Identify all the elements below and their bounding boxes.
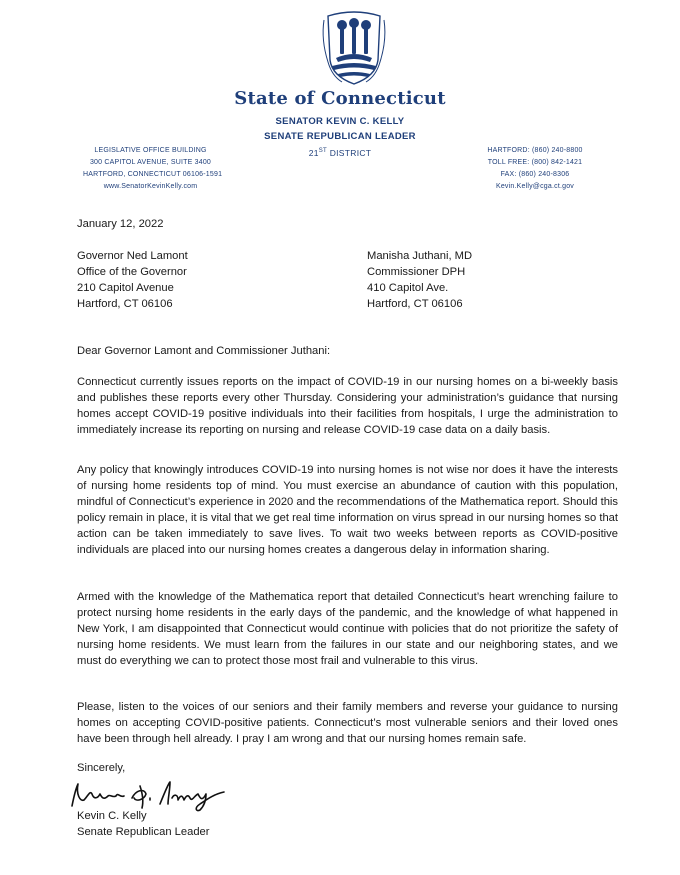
address-line: LEGISLATIVE OFFICE BUILDING xyxy=(94,147,207,154)
recipient-line: Office of the Governor xyxy=(77,266,187,278)
signer-name: Kevin C. Kelly xyxy=(77,810,147,822)
district-number: 21 xyxy=(308,148,319,158)
district-suffix: ST xyxy=(318,148,328,155)
body-paragraph: Please, listen to the voices of our seniors and their family members and reverse your guidance to nursing homes on accepting COVID-positive patients. Connecticut’s most vulnerable seniors and their loved ones have been through hell already. I pray I am wrong and that our nursing homes remain safe. xyxy=(77,701,618,745)
phone-toll-free: TOLL FREE: (800) 842-1421 xyxy=(487,159,583,166)
address-line: 300 CAPITOL AVENUE, SUITE 3400 xyxy=(89,159,212,166)
recipient-line: Hartford, CT 06106 xyxy=(367,298,463,310)
email-link[interactable]: Kevin.Kelly@cga.ct.gov xyxy=(495,183,575,190)
recipient-line: Manisha Juthani, MD xyxy=(367,250,473,262)
handwritten-signature xyxy=(64,776,254,812)
state-seal-icon xyxy=(318,10,390,88)
address-line: HARTFORD, CONNECTICUT 06106-1591 xyxy=(83,171,223,178)
recipient-line: Governor Ned Lamont xyxy=(77,250,188,262)
senator-name: SENATOR KEVIN C. KELLY xyxy=(275,116,405,127)
closing: Sincerely, xyxy=(77,762,126,774)
phone-hartford: HARTFORD: (860) 240-8800 xyxy=(487,147,583,154)
body-paragraph: Connecticut currently issues reports on the impact of COVID-19 in our nursing homes on a bi-weekly basis and publishes these reports every other Thursday. Considering your administration’s guidance that nursing homes accept COVID-19 positive individuals into their facilities from hospitals, I urge the administration to immediately increase its reporting on nursing and release COVID-19 case data on a daily basis. xyxy=(77,376,618,436)
website-link[interactable]: www.SenatorKevinKelly.com xyxy=(103,183,198,190)
recipient-line: 410 Capitol Ave. xyxy=(367,282,449,294)
contact-info xyxy=(470,145,600,193)
recipient-governor xyxy=(77,248,188,312)
recipient-line: Hartford, CT 06106 xyxy=(77,298,173,310)
office-address xyxy=(83,145,223,193)
recipient-commissioner xyxy=(367,248,472,312)
body-paragraph: Armed with the knowledge of the Mathematica report that detailed Connecticut’s heart wrenching failure to protect nursing home residents in the early days of the pandemic, and the knowledge of what happened in New York, I am disappointed that Connecticut would continue with policies that do not prioritize the safety of nursing home residents. We must learn from the failures in our state and our neighboring states, and we must do everything we can to protect those most frail and vulnerable to this virus. xyxy=(77,591,618,667)
signer-title: Senate Republican Leader xyxy=(77,826,210,838)
salutation: Dear Governor Lamont and Commissioner Juthani: xyxy=(77,345,331,357)
body-paragraph: Any policy that knowingly introduces COVID-19 into nursing homes is not wise nor does it have the interests of nursing home residents top of mind. You must exercise an abundance of caution with this population, mindful of Connecticut’s experience in 2020 and the recommendations of the Mathematica report. Should this policy remain in place, it is vital that we get real time information on virus spread in our nursing homes so that action can be taken immediately to save lives. To wait two weeks between reports as COVID-positive individuals are placed into our nursing homes creates a dangerous delay in information sharing. xyxy=(77,464,618,556)
recipient-line: 210 Capitol Avenue xyxy=(77,282,174,294)
district-word: DISTRICT xyxy=(327,148,372,158)
recipient-line: Commissioner DPH xyxy=(367,266,466,278)
state-title: State of Connecticut xyxy=(234,88,446,109)
senator-role: SENATE REPUBLICAN LEADER xyxy=(264,131,416,142)
fax-number: FAX: (860) 240-8306 xyxy=(500,171,570,178)
letter-date: January 12, 2022 xyxy=(77,218,164,230)
